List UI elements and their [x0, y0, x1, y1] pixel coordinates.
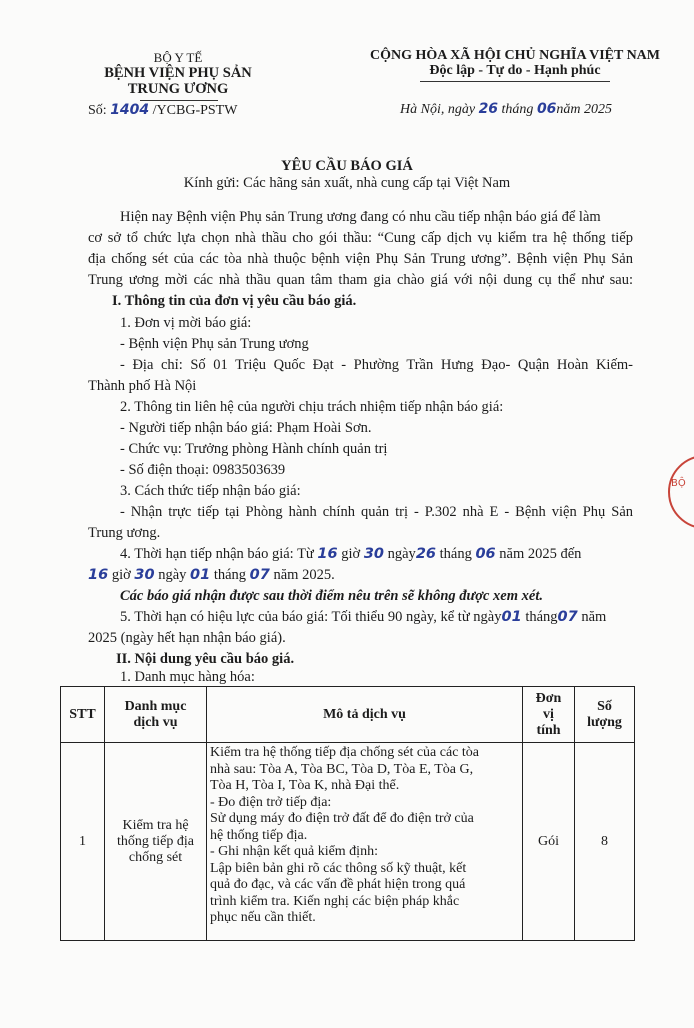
header-stt: STT	[61, 687, 105, 743]
header-qty-line2: lượng	[587, 714, 622, 730]
s1-item3-detail-2: Trung ương.	[88, 525, 161, 541]
intro-line-3: địa chống sét của các tòa nhà thuộc bệnh viện Phụ Sản Trung ương”. Bệnh viện Phụ Sản	[88, 251, 633, 267]
s1-item3: 3. Cách thức tiếp nhận báo giá:	[120, 483, 301, 499]
cell-description	[207, 743, 523, 941]
document-date	[400, 101, 612, 118]
header-description: Mô tả dịch vụ	[207, 687, 523, 743]
s1-item4-month2: 07	[249, 567, 270, 583]
s1-item4-text: ngày	[158, 567, 187, 583]
s1-item5-day: 01	[501, 609, 522, 625]
header-underline-right	[420, 81, 610, 82]
date-month-label: tháng	[501, 102, 534, 117]
s1-item4-hour2: 16	[88, 567, 109, 583]
cell-service-line2: thống tiếp địa	[117, 833, 194, 849]
seal-stamp	[668, 455, 694, 529]
late-note: Các báo giá nhận được sau thời điểm nêu trên sẽ không được xem xét.	[120, 588, 543, 604]
table-header-row	[61, 687, 635, 743]
header-qty-line1: Số	[597, 698, 612, 714]
s1-item1-name: - Bệnh viện Phụ sản Trung ương	[120, 336, 309, 352]
desc-line: Kiểm tra hệ thống tiếp địa chống sét của các tòa	[210, 745, 480, 760]
s1-item2: 2. Thông tin liên hệ của người chịu trách nhiệm tiếp nhận báo giá:	[120, 399, 504, 415]
header-unit-line2: vị	[543, 706, 554, 722]
header-service	[105, 687, 207, 743]
intro-line-2: cơ sở tổ chức lựa chọn nhà thầu cho gói thầu: “Cung cấp dịch vụ kiểm tra hệ thống tiếp	[88, 230, 633, 246]
intro-line-4: Trung ương mời các nhà thầu quan tâm tham gia chào giá với nội dung cụ thể như sau:	[88, 272, 633, 288]
s1-item3-detail-1: - Nhận trực tiếp tại Phòng hành chính quản trị - P.302 nhà E - Bệnh viện Phụ Sản	[120, 504, 633, 520]
s2-item1: 1. Danh mục hàng hóa:	[120, 669, 255, 685]
s1-item1-address-2: Thành phố Hà Nội	[88, 378, 197, 394]
services-table	[60, 686, 635, 941]
header-service-line2: dịch vụ	[133, 714, 178, 730]
s1-item5-month: 07	[557, 609, 578, 625]
s1-item4-text: giờ	[341, 546, 361, 562]
cell-unit: Gói	[523, 743, 575, 941]
header-quantity	[575, 687, 635, 743]
s1-item4-text: 4. Thời hạn tiếp nhận báo giá: Từ	[120, 546, 314, 562]
s1-item4-line2	[88, 567, 335, 584]
s1-item4-minute1: 30	[363, 546, 384, 562]
desc-line: Lập biên bản ghi rõ các thông số kỹ thuật, kết	[210, 860, 467, 876]
desc-line: quả đo đạc, và các vấn đề phát hiện trong quá	[210, 877, 466, 892]
cell-service	[105, 743, 207, 941]
hospital-name-line1: BỆNH VIỆN PHỤ SẢN	[104, 65, 252, 81]
s1-item4-day2: 01	[190, 567, 211, 583]
seal-text: BỘ	[671, 478, 686, 489]
document-title: YÊU CẦU BÁO GIÁ	[281, 158, 413, 174]
header-underline-left	[140, 100, 218, 101]
s1-item5-text: 5. Thời hạn có hiệu lực của báo giá: Tối thiểu 90 ngày, kể từ ngày	[120, 609, 502, 625]
desc-line: phục nếu cần thiết.	[210, 910, 316, 925]
header-unit-line1: Đơn	[535, 690, 562, 706]
doc-no-suffix: /YCBG-PSTW	[152, 103, 238, 118]
s1-item1: 1. Đơn vị mời báo giá:	[120, 315, 252, 331]
s1-item4-text: năm 2025 đến	[499, 546, 582, 562]
s1-item4-minute2: 30	[134, 567, 155, 583]
s1-item5-text: năm	[581, 609, 607, 625]
document-number	[88, 102, 237, 119]
date-year: năm 2025	[556, 102, 613, 117]
date-month: 06	[536, 101, 557, 117]
header-service-line1: Danh mục	[124, 698, 187, 714]
s1-item4-day1: 26	[415, 546, 436, 562]
desc-line: Sử dụng máy đo điện trở đất để đo điện trở của	[210, 811, 474, 826]
s1-item1-address-1: - Địa chỉ: Số 01 Triệu Quốc Đạt - Phường Trần Hưng Đạo- Quận Hoàn Kiếm-	[120, 357, 633, 373]
nation-motto: Độc lập - Tự do - Hạnh phúc	[429, 63, 601, 78]
date-day: 26	[478, 101, 499, 117]
s1-item4-text: tháng	[213, 567, 247, 583]
cell-service-line3: chống sét	[128, 849, 183, 865]
desc-line: - Đo điện trở tiếp địa:	[210, 794, 332, 810]
ministry-name: BỘ Y TẾ	[153, 50, 203, 65]
header-unit-line3: tính	[536, 722, 561, 738]
s1-item4-text: ngày	[387, 546, 416, 562]
cell-stt: 1	[61, 743, 105, 941]
s1-item4-month1: 06	[475, 546, 496, 562]
s1-item4-line1	[120, 546, 581, 563]
table-row	[61, 743, 635, 941]
nation-title: CỘNG HÒA XÃ HỘI CHỦ NGHĨA VIỆT NAM	[369, 48, 660, 63]
doc-no-prefix: Số:	[88, 103, 107, 118]
intro-line-1: Hiện nay Bệnh viện Phụ sản Trung ương đang có nhu cầu tiếp nhận báo giá để làm	[120, 209, 601, 225]
section2-heading: II. Nội dung yêu cầu báo giá.	[116, 651, 295, 667]
s1-item2-role: - Chức vụ: Trưởng phòng Hành chính quản trị	[120, 441, 388, 457]
s1-item4-hour1: 16	[317, 546, 338, 562]
section1-heading: I. Thông tin của đơn vị yêu cầu báo giá.	[112, 293, 357, 309]
desc-line: Tòa H, Tòa I, Tòa K, nhà Đại thể.	[210, 778, 400, 793]
desc-line: trình kiểm tra. Kiến nghị các biện pháp khắc	[210, 893, 460, 909]
s1-item4-text: tháng	[439, 546, 472, 562]
s1-item2-person: - Người tiếp nhận báo giá: Phạm Hoài Sơn.	[120, 420, 372, 436]
desc-line: - Ghi nhận kết quả kiểm định:	[210, 844, 378, 859]
date-prefix: Hà Nội, ngày	[400, 102, 476, 117]
doc-no-handwritten: 1404	[110, 102, 150, 118]
recipient: Kính gửi: Các hãng sản xuất, nhà cung cấp tại Việt Nam	[183, 175, 511, 191]
cell-service-line1: Kiểm tra hệ	[122, 817, 189, 833]
s1-item4-text: giờ	[111, 567, 131, 583]
s1-item4-text: năm 2025.	[273, 567, 335, 583]
desc-line: nhà sau: Tòa A, Tòa BC, Tòa D, Tòa E, Tòa G,	[210, 761, 474, 777]
cell-quantity: 8	[575, 743, 635, 941]
desc-line: hệ thống tiếp địa.	[210, 827, 308, 843]
hospital-name-line2: TRUNG ƯƠNG	[127, 81, 229, 97]
s1-item5-line1	[120, 609, 606, 626]
header-unit	[523, 687, 575, 743]
s1-item5-line2: 2025 (ngày hết hạn nhận báo giá).	[88, 630, 286, 646]
s1-item2-phone: - Số điện thoại: 0983503639	[120, 462, 286, 478]
s1-item5-text: tháng	[525, 609, 558, 625]
